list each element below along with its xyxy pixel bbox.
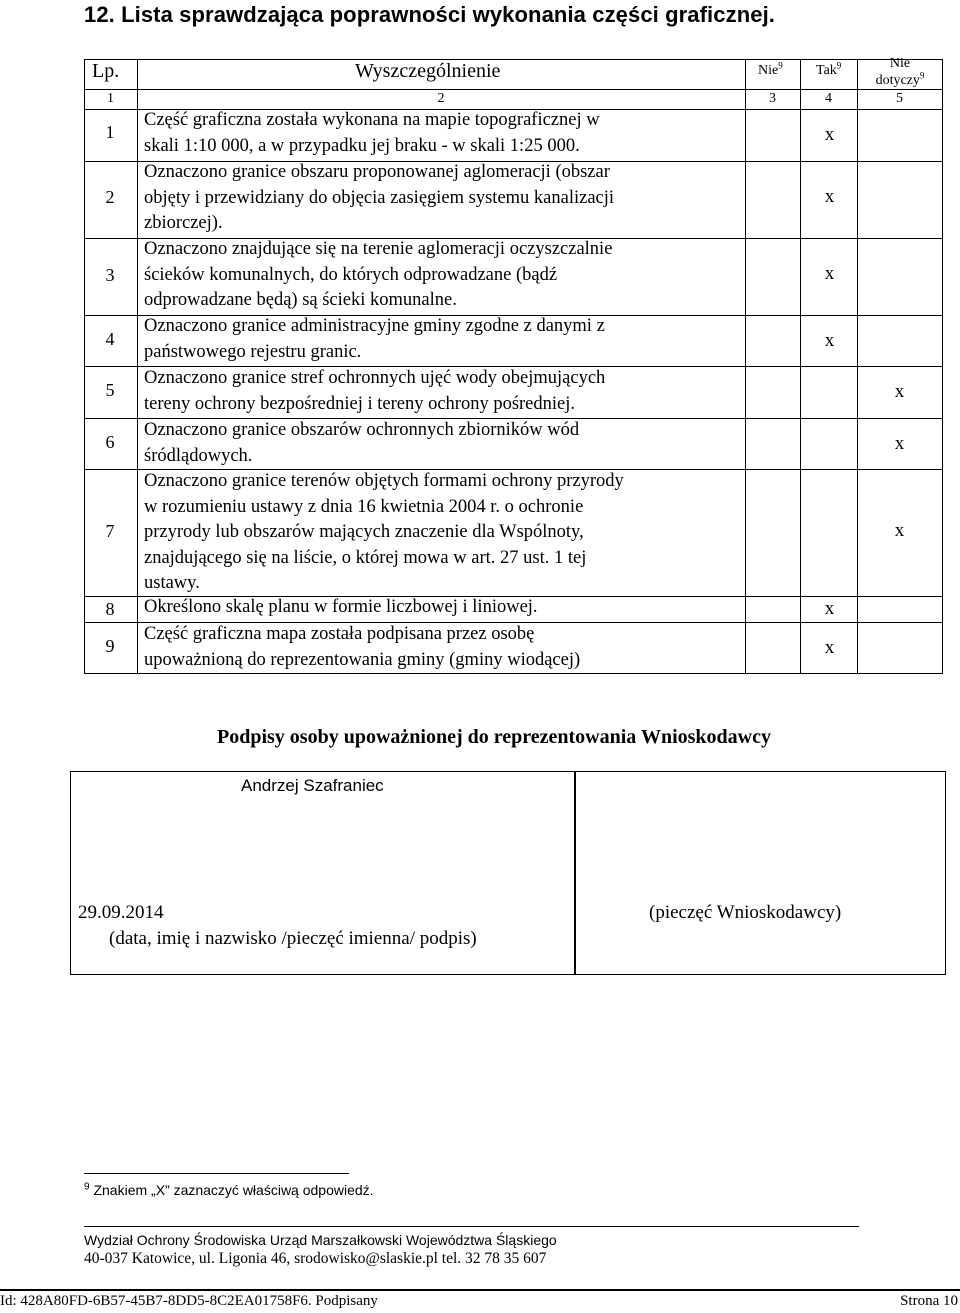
signature-title: Podpisy osoby upoważnionej do reprezentowania Wnioskodawcy (217, 726, 771, 748)
mark-tak: x (824, 262, 835, 284)
table-row (84, 316, 943, 367)
page-heading: 12. Lista sprawdzająca poprawności wykonania części graficznej. (84, 2, 776, 27)
row-number: 6 (105, 431, 115, 452)
signature-date: 29.09.2014 (78, 902, 164, 923)
table-row (84, 623, 943, 674)
row-number: 9 (105, 635, 115, 656)
table-row (84, 470, 943, 597)
signature-left-caption: (data, imię i nazwisko /pieczęć imienna/ podpis) (109, 928, 477, 949)
mark-not-applicable: x (894, 519, 905, 541)
signature-right-caption: (pieczęć Wnioskodawcy) (649, 902, 842, 923)
mark-tak: x (824, 123, 835, 145)
mark-not-applicable: x (894, 380, 905, 402)
document-id: Id: 428A80FD-6B57-45B7-8DD5-8C2EA01758F6. Podpisany (0, 1293, 378, 1309)
column-number: 1 (107, 91, 114, 106)
mark-not-applicable: x (894, 432, 905, 454)
mark-tak: x (824, 636, 835, 658)
bottom-bar-separator (0, 1289, 960, 1291)
row-description: Oznaczono granice stref ochronnych ujęć wody obejmujących tereny ochrony bezpośredniej i tereny ochrony pośredniej. (144, 368, 606, 414)
row-number: 3 (105, 264, 115, 285)
footer-line-1: Wydział Ochrony Środowiska Urząd Marszałkowski Województwa Śląskiego (84, 1232, 557, 1248)
row-description: Część graficzna mapa została podpisana przez osobę upoważnioną do reprezentowania gminy (gminy wiodącej) (144, 624, 581, 670)
page-number: Strona 10 (900, 1293, 958, 1309)
table-row (84, 597, 943, 623)
table-row (84, 162, 943, 239)
mark-tak: x (824, 329, 835, 351)
row-number: 5 (105, 379, 115, 400)
header-description: Wyszczególnienie (355, 60, 501, 82)
header-tak: Tak$^9$ (816, 60, 842, 78)
table-row (84, 239, 943, 316)
column-number: 4 (825, 91, 832, 106)
signature-table (70, 771, 946, 975)
row-description: Określono skalę planu w formie liczbowej i liniowej. (144, 597, 538, 617)
row-description: Oznaczono znajdujące się na terenie aglomeracji oczyszczalnie ścieków komunalnych, do których odprowadzane (bądź odprowadzane będą) są ścieki komunalne. (144, 239, 613, 310)
footnote (84, 1182, 374, 1198)
footnote-number: 9 (84, 1181, 90, 1193)
footnote-text: Znakiem „X” zaznaczyć właściwą odpowiedź. (93, 1182, 374, 1198)
mark-tak: x (824, 598, 835, 619)
header-nie: Nie$^9$ (758, 60, 783, 78)
footnote-separator (84, 1173, 349, 1174)
row-number: 8 (105, 598, 115, 619)
footer-line-2: 40-037 Katowice, ul. Ligonia 46, srodowisko@slaskie.pl tel. 32 78 35 607 (84, 1250, 547, 1267)
signer-name: Andrzej Szafraniec (241, 776, 384, 795)
row-description: Część graficzna została wykonana na mapie topograficznej w skali 1:10 000, a w przypadku jej braku - w skali 1:25 000. (144, 110, 600, 156)
row-description: Oznaczono granice administracyjne gminy zgodne z danymi z państwowego rejestru granic. (144, 316, 605, 362)
row-description: Oznaczono granice obszarów ochronnych zbiorników wód śródlądowych. (144, 420, 580, 466)
column-number: 3 (769, 91, 776, 106)
row-number: 1 (105, 122, 115, 142)
row-number: 4 (105, 328, 115, 349)
column-number: 2 (437, 91, 445, 106)
header-lp: Lp. (92, 60, 120, 82)
table-row (84, 419, 943, 470)
table-row (84, 367, 943, 419)
mark-tak: x (824, 185, 835, 207)
column-number: 5 (896, 91, 903, 106)
header-not-applicable: Nie dotyczy$^9$ (875, 56, 925, 88)
row-number: 7 (105, 520, 115, 541)
row-number: 2 (105, 186, 115, 207)
footer-separator (84, 1226, 859, 1227)
table-row (84, 110, 943, 162)
row-description: Oznaczono granice terenów objętych formami ochrony przyrody w rozumieniu ustawy z dnia 16 kwietnia 2004 r. o ochronie przyrody lub obszarów mających znaczenie dla Wspólnoty, znajdującego się na liście, o której mowa w art. 27 ust. 1 tej ustawy. (144, 471, 624, 593)
row-description: Oznaczono granice obszaru proponowanej aglomeracji (obszar objęty i przewidziany do objęcia zasięgiem systemu kanalizacji zbiorczej). (144, 162, 615, 233)
